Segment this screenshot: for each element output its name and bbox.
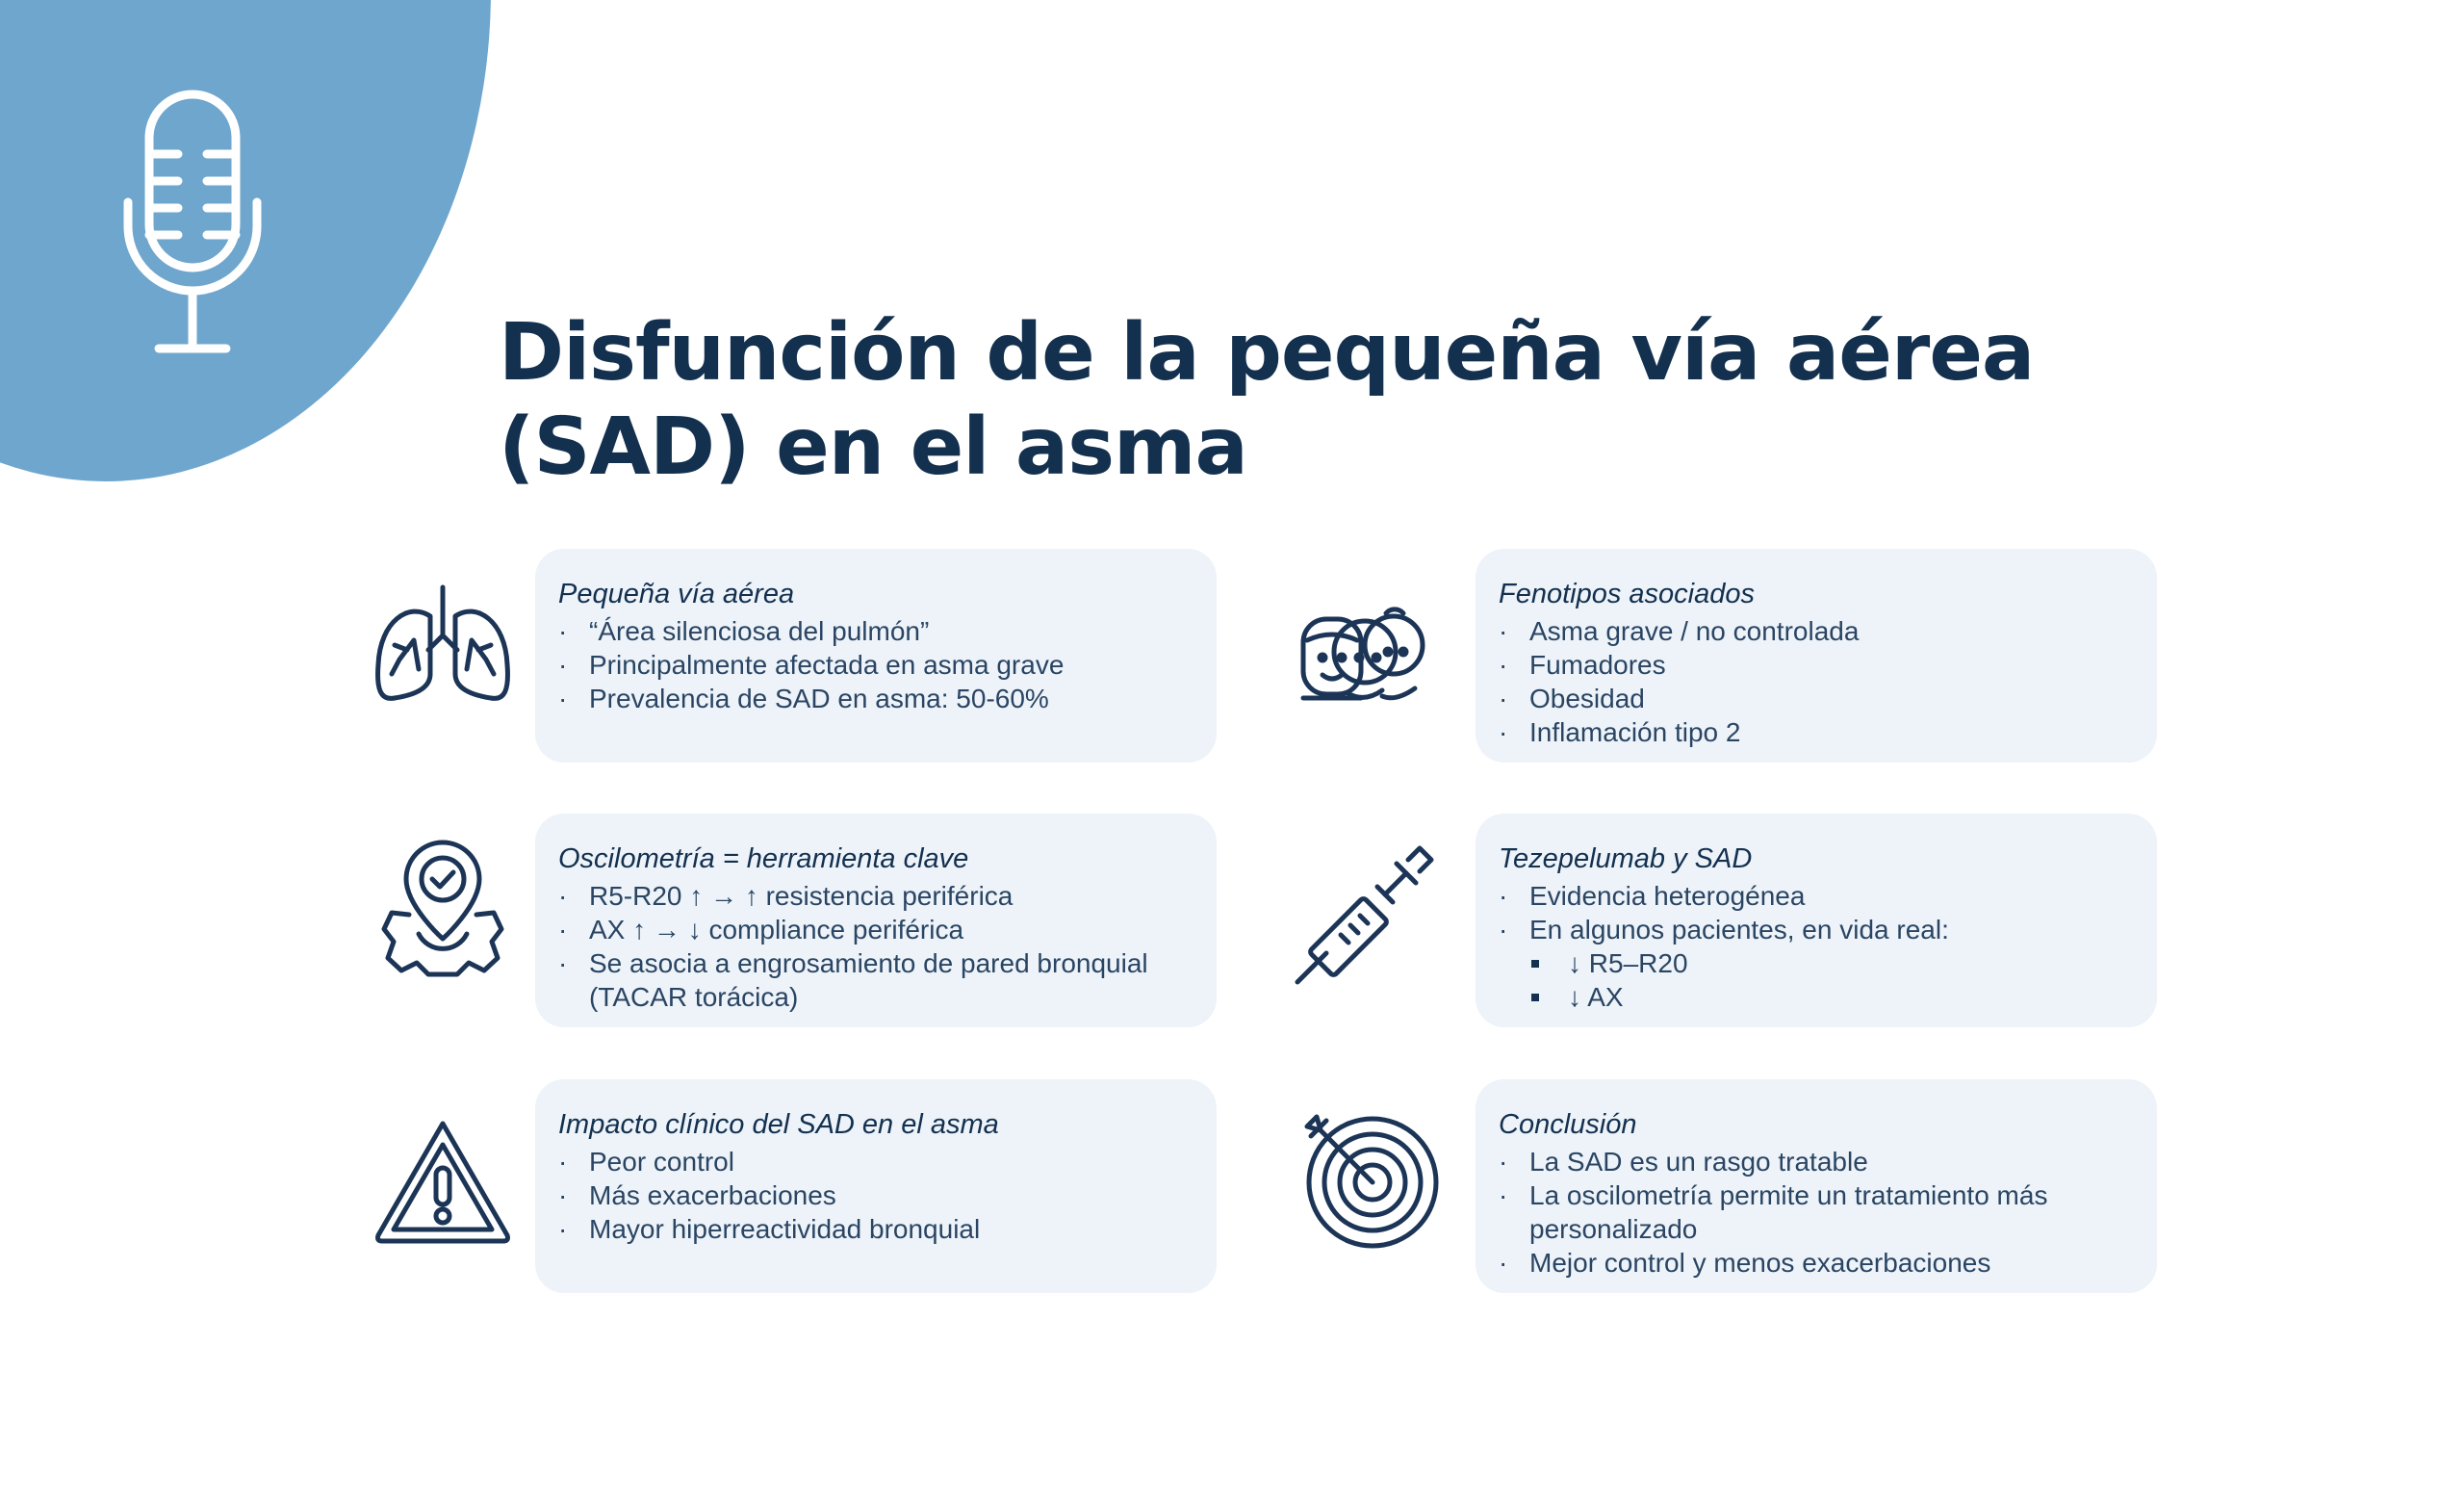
list-item: · Asma grave / no controlada	[1499, 614, 2134, 648]
list-item: · La SAD es un rasgo tratable	[1499, 1145, 2134, 1178]
syringe-icon	[1293, 842, 1437, 987]
list-item: · “Área silenciosa del pulmón”	[558, 614, 1194, 648]
card-heading: Oscilometría = herramienta clave	[558, 843, 969, 874]
card-conclusion	[1476, 1079, 2157, 1293]
list-item: · Inflamación tipo 2	[1499, 715, 2134, 749]
card-pequena-via-aerea	[535, 549, 1217, 763]
list-item: · En algunos pacientes, en vida real:	[1499, 913, 2134, 946]
card-impacto-clinico	[535, 1079, 1217, 1293]
sub-list-item: ↓ R5–R20	[1499, 946, 2134, 980]
card-tezepelumab	[1476, 814, 2157, 1027]
list-item: · La oscilometría permite un tratamiento más personalizado	[1499, 1178, 2134, 1246]
list-item: · Prevalencia de SAD en asma: 50-60%	[558, 682, 1194, 715]
card-fenotipos-asociados	[1476, 549, 2157, 763]
people-group-icon	[1290, 582, 1434, 727]
list-item: · Obesidad	[1499, 682, 2134, 715]
card-heading: Fenotipos asociados	[1499, 579, 1755, 609]
list-item: · Más exacerbaciones	[558, 1178, 1194, 1212]
list-item: · Mayor hiperreactividad bronquial	[558, 1212, 1194, 1246]
card-heading: Conclusión	[1499, 1109, 1637, 1140]
card-heading: Pequeña vía aérea	[558, 579, 795, 609]
lungs-icon	[371, 578, 515, 722]
title-line-2: (SAD) en el asma	[499, 401, 1247, 493]
card-heading: Impacto clínico del SAD en el asma	[558, 1109, 999, 1140]
list-item: · Evidencia heterogénea	[1499, 879, 2134, 913]
list-item: · Peor control	[558, 1145, 1194, 1178]
list-item: · Principalmente afectada en asma grave	[558, 648, 1194, 682]
page-title	[499, 306, 2327, 495]
list-item: · Fumadores	[1499, 648, 2134, 682]
list-item: · AX ↑ → ↓ compliance periférica	[558, 913, 1194, 946]
sub-list-item: ↓ AX	[1499, 980, 2134, 1014]
list-item: · Mejor control y menos exacerbaciones	[1499, 1246, 2134, 1280]
microphone-icon	[120, 87, 265, 356]
target-icon	[1297, 1107, 1442, 1252]
card-oscilometria	[535, 814, 1217, 1027]
card-heading: Tezepelumab y SAD	[1499, 843, 1753, 874]
list-item: · Se asocia a engrosamiento de pared bronquial (TACAR torácica)	[558, 946, 1194, 1014]
title-line-1: Disfunción de la pequeña vía aérea	[499, 307, 2035, 399]
warning-icon	[371, 1112, 515, 1256]
list-item: · R5-R20 ↑ → ↑ resistencia periférica	[558, 879, 1194, 913]
gear-location-check-icon	[371, 838, 515, 982]
